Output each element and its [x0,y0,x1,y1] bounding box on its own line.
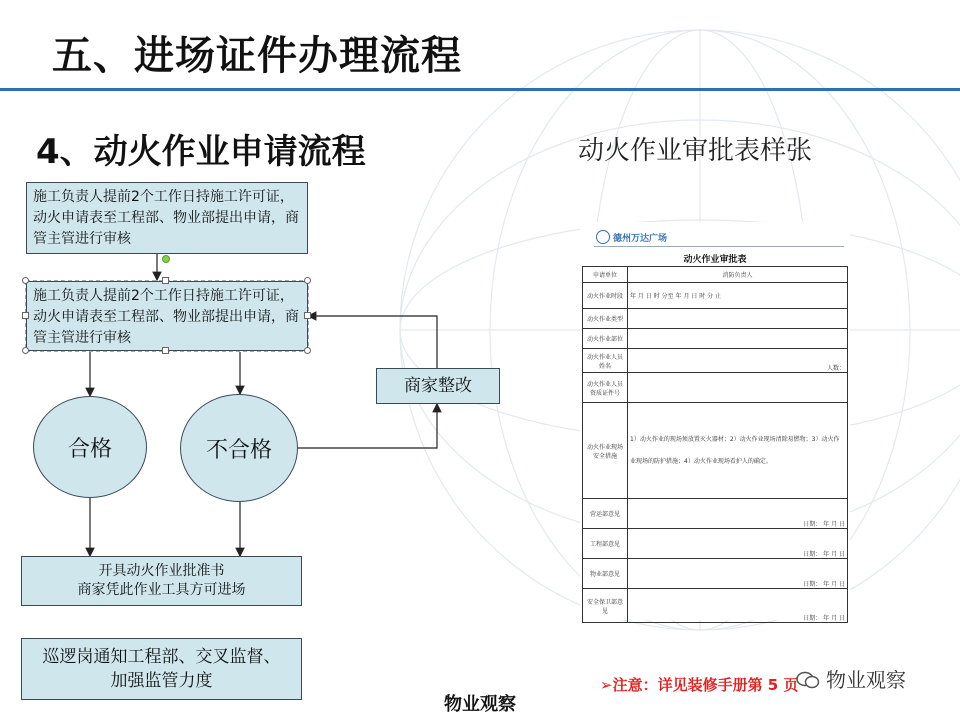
form-table [582,266,848,623]
wechat-watermark [796,664,906,693]
form-row-content: 年 月 日 时 分至 年 月 日 时 分 止 [628,283,848,309]
form-row-content: 消防负责人 [628,267,848,283]
section-subtitle: 4、动火作业申请流程 [36,132,366,172]
wanda-logo-icon [596,230,610,244]
form-row-label: 物业部意见 [583,559,628,589]
form-row-content: 日期： 年 月 日 [628,529,848,559]
flow-step-apply-1 [26,182,308,254]
watermark-text: 物业观察 [826,668,906,692]
form-sample-caption: 动火作业审批表样张 [578,136,813,166]
selection-handle[interactable] [304,277,311,284]
flow-step-apply-1-text: 施工负责人提前2个工作日持施工许可证，动火申请表至工程部、物业部提出申请，商管主管进行审核 [33,189,299,247]
flow-node-fail-label: 不合格 [205,437,272,463]
form-row-content [628,373,848,403]
flow-node-pass [33,396,147,498]
flow-step-apply-2-text: 施工负责人提前2个工作日持施工许可证，动火申请表至工程部、物业部提出申请，商管主管进行审核 [33,288,299,346]
form-row-label: 动火作业人员姓名 [583,349,628,373]
selection-handle[interactable] [304,347,311,354]
selection-handle[interactable] [22,312,29,319]
flow-node-fail [180,394,298,502]
form-row-label: 动火作业现场安全措施 [583,403,628,499]
flow-step-issue-line1: 开具动火作业批准书 [98,563,225,579]
selection-handle[interactable] [22,277,29,284]
flow-step-patrol-text: 巡逻岗通知工程部、交叉监督、加强监管力度 [42,647,281,691]
form-row-content: 1）动火作业的现场须放置灭火器材；2）动火作业现场清除易燃物；3）动火作业现场的防护措施；4）动火作业现场看护人的确定。 [628,403,848,499]
form-row-content: 人数： [628,349,848,373]
flow-node-pass-label: 合格 [67,436,112,462]
flow-step-issue-line2: 商家凭此作业工具方可进场 [77,582,246,598]
selection-handle[interactable] [162,347,169,354]
form-logo [596,230,667,244]
form-row-content: 日期： 年 月 日 [628,589,848,623]
flow-step-rectify [376,368,500,404]
form-row-content [628,309,848,329]
form-header-rule [594,246,844,247]
selection-handle[interactable] [22,347,29,354]
form-row-content: 日期： 年 月 日 [628,499,848,529]
selection-handle[interactable] [162,277,169,284]
form-row-label: 营运部意见 [583,499,628,529]
flow-step-apply-2[interactable] [26,281,308,351]
slide-title: 五、进场证件办理流程 [52,33,462,79]
title-divider [0,88,960,91]
form-row-label: 申请单位 [583,267,628,283]
form-row-label: 动火作业部位 [583,329,628,349]
form-title: 动火作业审批表 [683,255,747,265]
form-logo-text: 德州万达广场 [613,233,668,244]
fire-permit-form-sample [580,222,850,620]
wechat-icon [796,670,820,688]
flow-step-rectify-label: 商家整改 [404,375,472,396]
rotate-handle[interactable] [162,255,170,263]
form-row-content: 日期： 年 月 日 [628,559,848,589]
form-row-label: 动火作业人员资质证件号 [583,373,628,403]
form-row-label: 动火作业类型 [583,309,628,329]
footer-caption: 物业观察 [444,694,516,715]
form-row-label: 安全保卫部意见 [583,589,628,623]
form-row-content [628,329,848,349]
form-row-label: 工程部意见 [583,529,628,559]
manual-reference-note: ➢注意：详见装修手册第 5 页 [600,676,799,694]
flow-step-issue-permit [21,556,302,606]
form-row-label: 动火作业时段 [583,283,628,309]
selection-handle[interactable] [304,312,311,319]
